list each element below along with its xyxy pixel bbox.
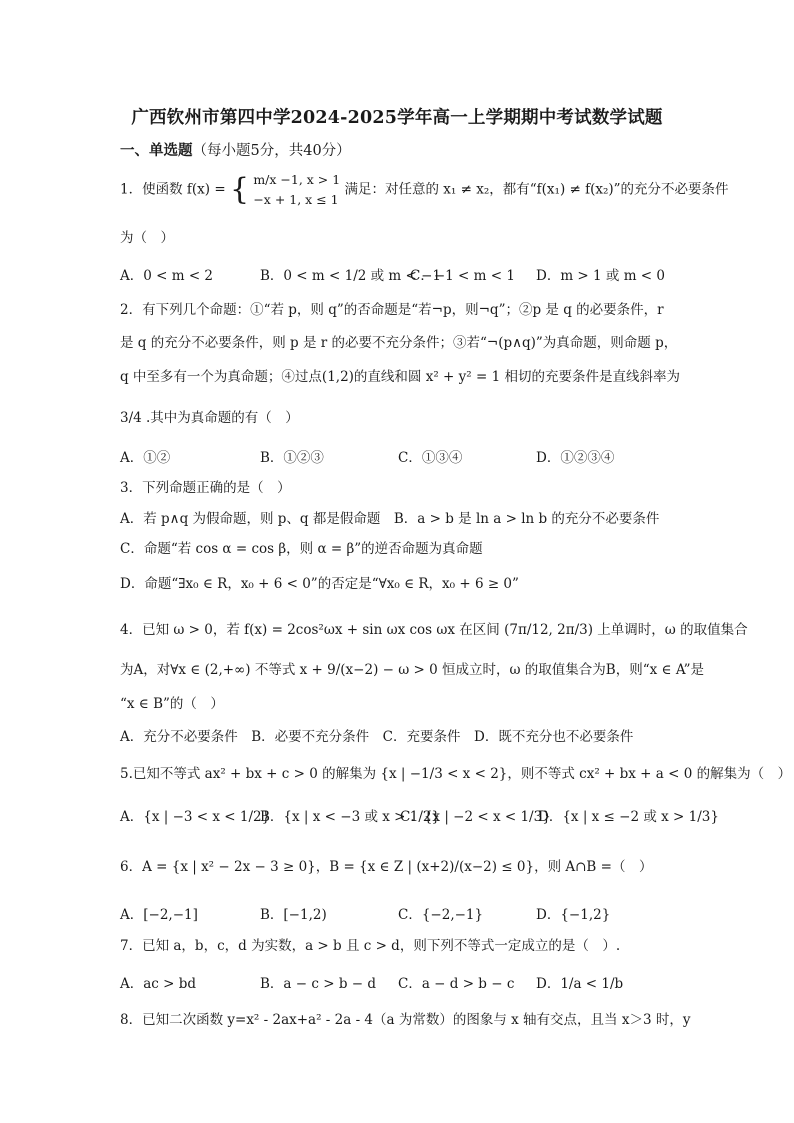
question-6-options	[120, 903, 680, 925]
q1-option-c: C．−1 < m < 1	[410, 268, 515, 284]
q6-option-b: B．[−1,2)	[260, 907, 327, 923]
q1-condition: 满足：对任意的 x₁ ≠ x₂，都有“f(x₁) ≠ f(x₂)”的充分不必要条件	[344, 181, 729, 198]
piecewise-case-2: −x + 1, x ≤ 1	[253, 192, 339, 207]
q5-option-c: C．{x | −2 < x < 1/3}	[400, 809, 551, 825]
q6-option-a: A．[−2,−1]	[120, 907, 198, 923]
q1-option-a: A．0 < m < 2	[120, 268, 214, 284]
question-3-stem: 3．下列命题正确的是（ ）	[120, 480, 291, 496]
question-8-stem: 8．已知二次函数 y=x² - 2ax+a² - 2a - 4（a 为常数）的图象与 x 轴有交点，且当 x＞3 时，y	[120, 1012, 691, 1028]
question-7-options	[120, 972, 680, 994]
q6-option-d: D．{−1,2}	[536, 907, 611, 923]
question-3-option-ab: A．若 p∧q 为假命题，则 p、q 都是假命题 B．a > b 是 ln a > ln b 的充分不必要条件	[120, 511, 660, 527]
question-4-options: A．充分不必要条件 B．必要不充分条件 C．充要条件 D．既不充分也不必要条件	[120, 729, 634, 745]
q1-option-d: D．m > 1 或 m < 0	[536, 268, 665, 284]
question-2-line-4: 3/4 .其中为真命题的有（ ）	[120, 410, 299, 426]
question-2-line-1: 2．有下列几个命题：①“若 p，则 q”的否命题是“若¬p，则¬q”；②p 是 q 的必要条件，r	[120, 302, 664, 318]
q2-option-a: A．①②	[120, 450, 171, 466]
question-4-line-2: 为A，对∀x ∈ (2,+∞) 不等式 x + 9/(x−2) − ω > 0 恒成立时，ω 的取值集合为B，则“x ∈ A”是	[120, 662, 704, 678]
q7-option-b: B．a − c > b − d	[260, 976, 376, 992]
q5-option-a: A．{x | −3 < x < 1/2}	[120, 809, 271, 825]
question-2-line-2: 是 q 的充分不必要条件，则 p 是 r 的必要不充分条件；③若“¬(p∧q)”为真命题，则命题 p，	[120, 335, 678, 351]
question-4-line-3: “x ∈ B”的（ ）	[120, 696, 224, 712]
section-note: （每小题5分，共40分）	[192, 143, 351, 159]
piecewise-case-1: m/x −1, x > 1	[253, 172, 341, 187]
q5-option-d: D．{x | x ≤ −2 或 x > 1/3}	[538, 809, 719, 825]
q2-option-d: D．①②③④	[536, 450, 615, 466]
q1-lead: 1．使函数 f(x) =	[120, 181, 226, 198]
q7-option-c: C．a − d > b − c	[398, 976, 515, 992]
section-title: 一、单选题	[120, 142, 193, 159]
question-7-stem: 7．已知 a，b，c，d 为实数，a > b 且 c > d，则下列不等式一定成立的是（ ）.	[120, 938, 621, 954]
question-5-options	[120, 805, 719, 827]
q2-option-c: C．①③④	[398, 450, 463, 466]
q2-option-b: B．①②③	[260, 450, 324, 466]
question-6-stem: 6．A = {x | x² − 2x − 3 ≥ 0}，B = {x ∈ Z | (x+2)/(x−2) ≤ 0}，则 A∩B =（ ）	[120, 859, 653, 875]
question-1-stem-end: 为（ ）	[120, 230, 174, 246]
question-5-stem: 5.已知不等式 ax² + bx + c > 0 的解集为 {x | −1/3 < x < 2}，则不等式 cx² + bx + a < 0 的解集为（ ）	[120, 766, 792, 782]
q5-option-b: B．{x | x < −3 或 x > 1/2}	[260, 809, 441, 825]
piecewise-cases	[253, 170, 340, 210]
page-title: 广西钦州市第四中学2024-2025学年高一上学期期中考试数学试题	[131, 108, 663, 128]
q6-option-c: C．{−2,−1}	[398, 907, 484, 923]
q7-option-a: A．ac > bd	[120, 976, 197, 992]
q7-option-d: D．1/a < 1/b	[536, 976, 624, 992]
question-1-options	[120, 264, 680, 286]
piecewise-brace: {	[229, 172, 250, 207]
question-3-option-d: D．命题“∃x₀ ∈ R，x₀ + 6 < 0”的否定是“∀x₀ ∈ R，x₀ + 6 ≥ 0”	[120, 576, 519, 592]
question-1-stem	[120, 170, 729, 210]
question-2-options	[120, 446, 680, 468]
q1-option-b: B．0 < m < 1/2 或 m < −1	[260, 268, 442, 284]
section-heading	[120, 139, 351, 160]
question-4-line-1: 4．已知 ω > 0，若 f(x) = 2cos²ωx + sin ωx cos ωx 在区间 (7π/12, 2π/3) 上单调时，ω 的取值集合	[120, 622, 748, 638]
question-2-line-3: q 中至多有一个为真命题；④过点(1,2)的直线和圆 x² + y² = 1 相切的充要条件是直线斜率为	[120, 369, 680, 385]
question-3-option-c: C．命题“若 cos α = cos β，则 α = β”的逆否命题为真命题	[120, 541, 483, 557]
